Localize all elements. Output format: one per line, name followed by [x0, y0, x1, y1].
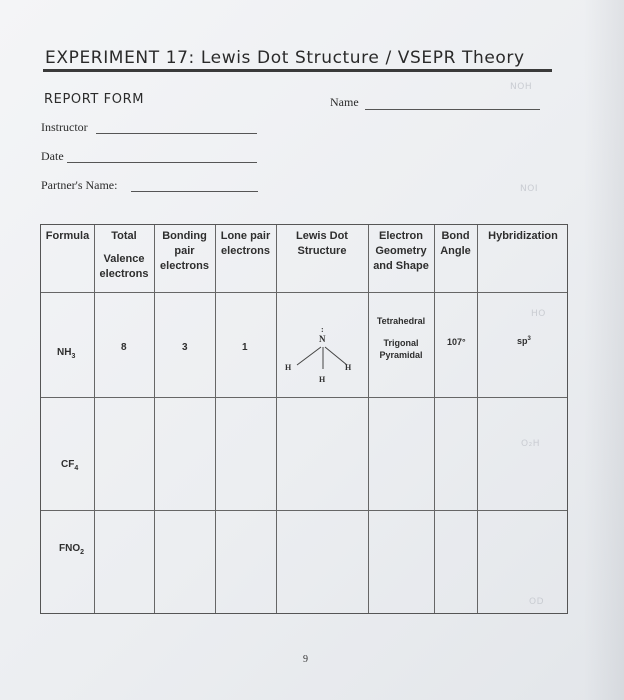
name-field-line[interactable]	[365, 109, 540, 110]
header-lone-line2: electrons	[221, 245, 270, 257]
header-bonding	[154, 229, 215, 274]
header-bonding-line1: Bonding	[162, 230, 207, 242]
row-nh3-formula: $NH_3$	[57, 347, 76, 360]
col-divider	[434, 225, 435, 613]
col-divider	[368, 225, 369, 613]
col-divider	[276, 225, 277, 613]
header-lone-line1: Lone pair	[220, 230, 271, 242]
title-underline	[43, 69, 552, 72]
row-divider	[41, 510, 567, 511]
faint-mark-right: NOI	[520, 184, 538, 194]
header-geometry-line3: and Shape	[373, 260, 429, 272]
col-divider	[477, 225, 478, 613]
page-number: 9	[303, 654, 308, 665]
hydrogen-left: H	[285, 363, 292, 372]
header-lewis	[276, 229, 368, 259]
faint-mark-row3: OD	[529, 597, 545, 607]
row-nh3-electron-geometry: Tetrahedral	[376, 316, 426, 326]
header-hybridization: Hybridization	[488, 230, 558, 242]
partner-field-line[interactable]	[131, 191, 258, 192]
instructor-field-line[interactable]	[96, 133, 257, 134]
header-lewis-line1: Lewis Dot	[296, 230, 348, 242]
row-cf4-formula: $CF_4$	[61, 459, 79, 472]
row-nh3-shape-line2: Pyramidal	[379, 350, 423, 360]
row-nh3-shape	[368, 337, 434, 361]
row-fno2-formula: $FNO_2$	[59, 543, 85, 556]
date-label: Date	[41, 149, 64, 163]
instructor-label: Instructor	[41, 120, 88, 134]
header-angle	[434, 229, 477, 259]
header-formula: Formula	[45, 230, 90, 242]
header-geometry-line1: Electron	[378, 230, 423, 242]
faint-mark-top: NOH	[510, 82, 533, 92]
row-nh3-hybridization: $sp^3$	[517, 336, 531, 346]
report-form-heading: REPORT FORM	[44, 92, 145, 107]
data-table	[40, 224, 568, 614]
col-divider	[94, 225, 95, 613]
header-angle-line1: Bond	[441, 230, 470, 242]
header-geometry	[368, 229, 434, 274]
bond-left	[297, 347, 321, 365]
faint-mark-row2: O₂H	[521, 439, 540, 449]
row-nh3-total: 8	[121, 342, 127, 353]
nitrogen-atom: N	[319, 334, 326, 344]
header-valence: Valence electrons	[99, 253, 149, 280]
row-nh3-lone: 1	[242, 342, 248, 353]
col-divider	[215, 225, 216, 613]
col-divider	[154, 225, 155, 613]
hydrogen-bottom: H	[319, 375, 326, 384]
header-angle-line2: Angle	[440, 245, 471, 257]
header-bonding-line3: electrons	[160, 260, 209, 272]
page-title: EXPERIMENT 17: Lewis Dot Structure / VSEPR Theory	[45, 48, 525, 68]
lone-pair-dots: :	[321, 325, 324, 334]
header-lone	[215, 229, 276, 259]
date-field-line[interactable]	[67, 162, 257, 163]
row-nh3-bonding: 3	[182, 342, 188, 353]
faint-mark-row1: HO	[531, 309, 546, 319]
row-divider	[41, 292, 567, 293]
hydrogen-right: H	[345, 363, 352, 372]
bond-right	[325, 347, 347, 365]
row-nh3-shape-line1: Trigonal	[383, 338, 419, 348]
header-total: Total	[111, 230, 137, 242]
page-shadow	[584, 0, 624, 700]
header-lewis-line2: Structure	[297, 245, 347, 257]
row-nh3-bond-angle: 107°	[447, 337, 466, 347]
name-label: Name	[330, 95, 359, 109]
nh3-lewis-structure	[283, 325, 363, 400]
partner-label: Partner's Name:	[41, 178, 118, 192]
header-bonding-line2: pair	[174, 245, 195, 257]
header-geometry-line2: Geometry	[375, 245, 427, 257]
